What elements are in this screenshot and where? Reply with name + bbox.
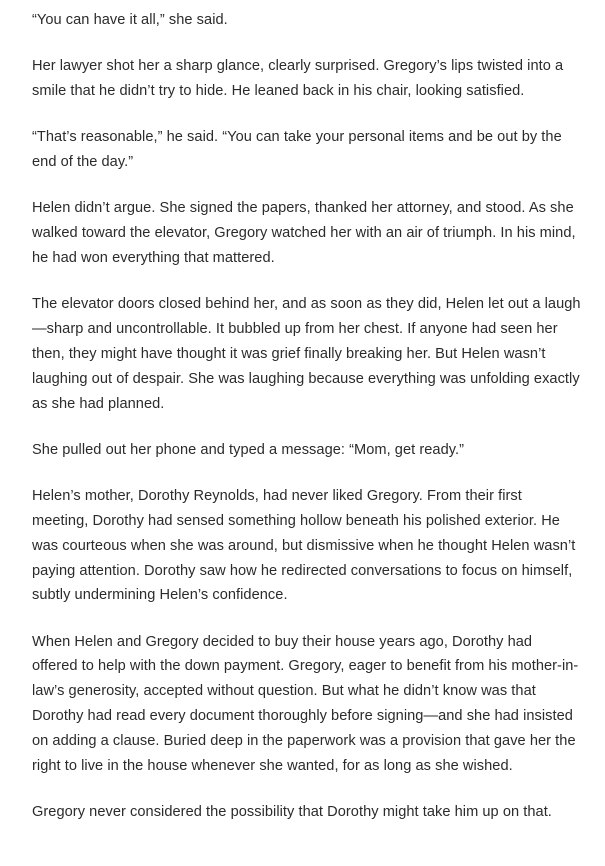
story-paragraph: The elevator doors closed behind her, and as soon as they did, Helen let out a laugh—sharp and uncontrollable. It bubbled up from her chest. If anyone had seen her then, they might have thought it was grief finally breaking her. But Helen wasn’t laughing out of despair. She was laughing because everything was unfolding exactly as she had planned. (32, 296, 581, 412)
story-paragraph: When Helen and Gregory decided to buy their house years ago, Dorothy had offered to help with the down payment. Gregory, eager to benefit from his mother-in-law’s generosity, accepted without question. But what he didn’t know was that Dorothy had read every document thoroughly before signing—and she had insisted on adding a clause. Buried deep in the paperwork was a provision that gave her the right to live in the house whenever she wanted, for as long as she wished. (32, 633, 579, 774)
story-paragraph: She pulled out her phone and typed a message: “Mom, get ready.” (32, 441, 465, 458)
story-paragraph: Gregory never considered the possibility that Dorothy might take him up on that. (32, 803, 552, 820)
story-paragraph: “That’s reasonable,” he said. “You can take your personal items and be out by the end of the day.” (32, 129, 562, 171)
story-paragraph: “You can have it all,” she said. (32, 12, 228, 28)
story-paragraph: Her lawyer shot her a sharp glance, clearly surprised. Gregory’s lips twisted into a smile that he didn’t try to hide. He leaned back in his chair, looking satisfied. (32, 58, 564, 100)
story-paragraph: Helen’s mother, Dorothy Reynolds, had never liked Gregory. From their first meeting, Dorothy had sensed something hollow beneath his polished exterior. He was courteous when she was around, but dismissive when he thought Helen wasn’t paying attention. Dorothy saw how he redirected conversations to focus on himself, subtly undermining Helen’s confidence. (32, 488, 576, 604)
story-paragraph: Helen didn’t argue. She signed the papers, thanked her attorney, and stood. As she walked toward the elevator, Gregory watched her with an air of triumph. In his mind, he had won everything that mattered. (32, 200, 576, 267)
